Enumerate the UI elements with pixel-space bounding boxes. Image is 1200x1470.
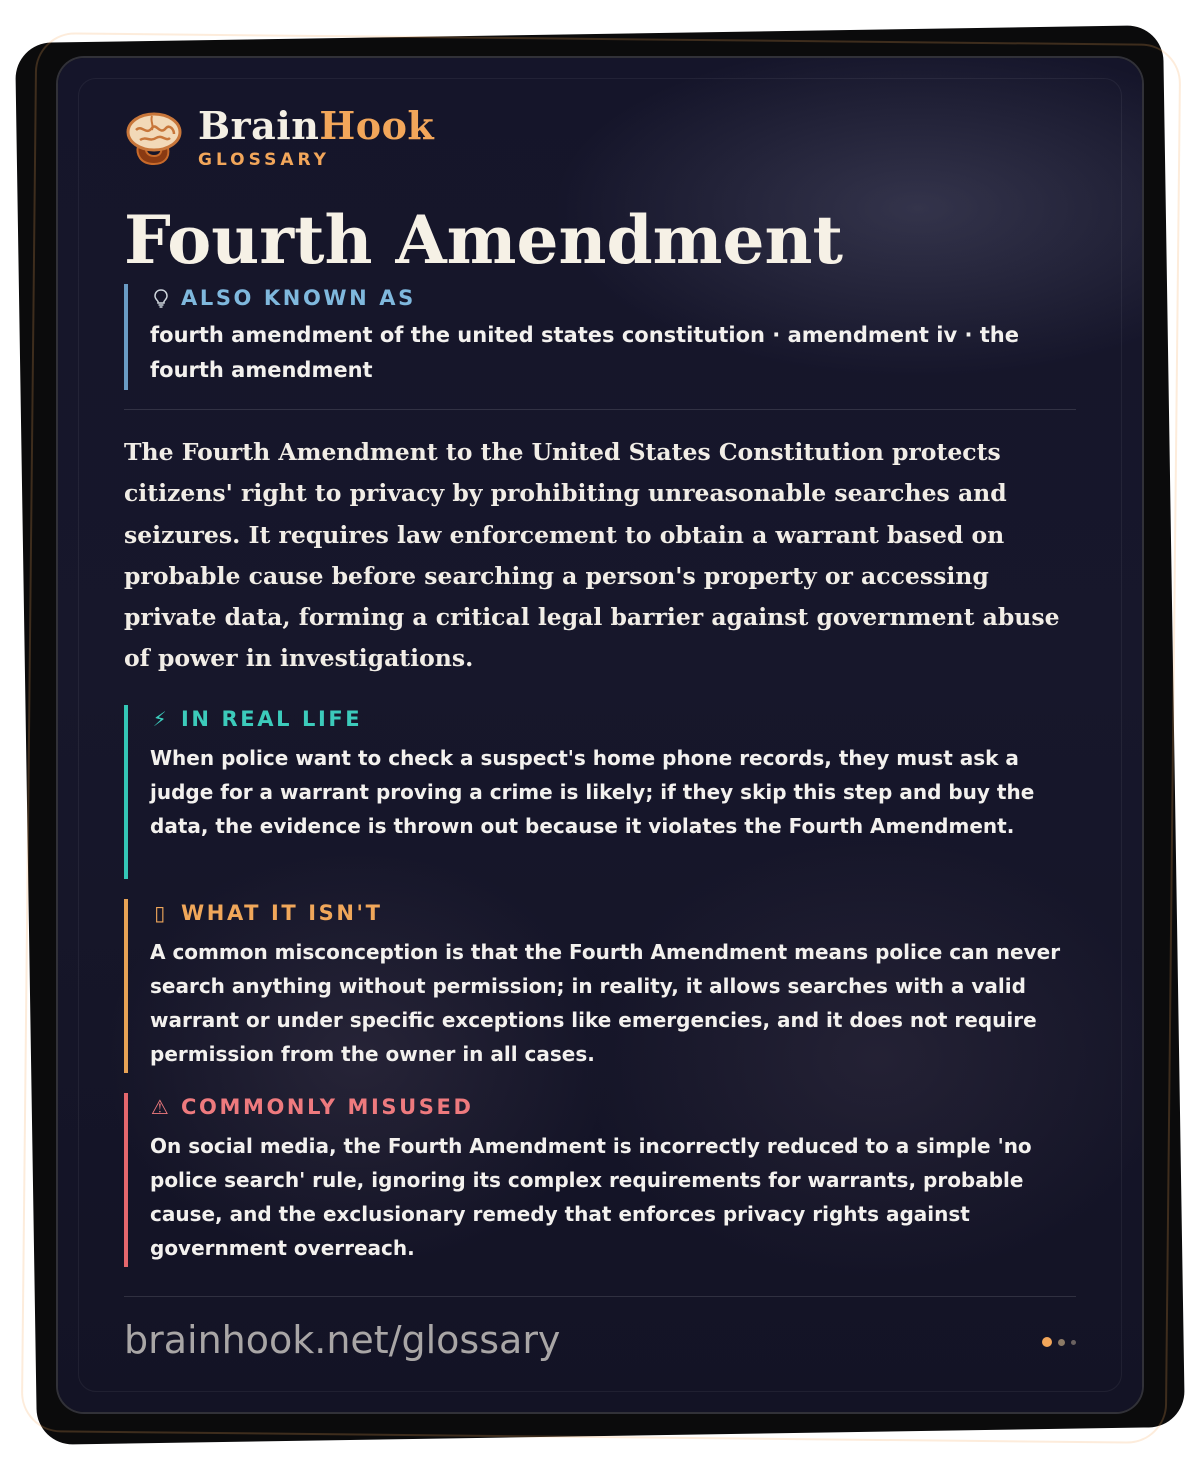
warning-icon: ⚠: [150, 1095, 172, 1119]
pagination-dots-icon: [1036, 1337, 1076, 1347]
commonly-misused-block: [124, 1093, 1076, 1267]
brand-tagline: GLOSSARY: [198, 150, 330, 170]
glossary-card: [58, 58, 1142, 1412]
also-known-as-block: [124, 284, 1076, 390]
brain-hook-logo-icon: [124, 108, 184, 168]
what-it-isnt-heading: [150, 899, 1076, 927]
brand-name-accent: Hook: [319, 103, 435, 148]
brand-name-primary: Brain: [198, 103, 320, 148]
pagination-dot: [1071, 1340, 1076, 1345]
term-title: Fourth Amendment: [124, 201, 843, 279]
in-real-life-heading: [150, 705, 1076, 733]
commonly-misused-text: On social media, the Fourth Amendment is incorrectly reduced to a simple 'no police search' rule, ignoring its complex requirements for warrants, probable cause, and the exclusionary remedy that enforces privacy rights against government overreach.: [150, 1134, 1032, 1260]
what-it-isnt-text: A common misconception is that the Fourth Amendment means police can never search anything without permission; in reality, it allows searches with a valid warrant or under specific exceptions like emergencies, and it does not require permission from the owner in all cases.: [150, 940, 1061, 1066]
also-known-as-heading: [150, 284, 1076, 312]
footer-url[interactable]: brainhook.net/glossary: [124, 1318, 561, 1362]
pagination-dot-active: [1042, 1337, 1052, 1347]
also-known-as-label: ALSO KNOWN AS: [181, 286, 416, 310]
divider: [124, 409, 1076, 410]
brand-name: [198, 104, 434, 148]
footer-divider: [124, 1296, 1076, 1297]
term-definition: The Fourth Amendment to the United States Constitution protects citizens' right to privacy by prohibiting unreasonable searches and seizures. It requires law enforcement to obtain a warrant based on probable cause before searching a person's property or accessing private data, forming a critical legal barrier against government abuse of power in investigations.: [124, 438, 1060, 673]
no-sign-icon: ▯: [154, 901, 168, 925]
what-it-isnt-block: [124, 899, 1076, 1073]
lightning-icon: ⚡: [152, 707, 170, 731]
lightbulb-icon: [150, 287, 172, 309]
also-known-as-text: fourth amendment of the united states constitution · amendment iv · the fourth amendment: [150, 323, 1019, 382]
in-real-life-block: [124, 705, 1076, 879]
in-real-life-label: IN REAL LIFE: [181, 707, 363, 731]
brand-header: [124, 104, 524, 174]
commonly-misused-heading: [150, 1093, 1076, 1121]
commonly-misused-label: COMMONLY MISUSED: [181, 1095, 474, 1119]
in-real-life-text: When police want to check a suspect's home phone records, they must ask a judge for a warrant proving a crime is likely; if they skip this step and buy the data, the evidence is thrown out because it violates the Fourth Amendment.: [150, 746, 1035, 838]
what-it-isnt-label: WHAT IT ISN'T: [181, 901, 383, 925]
pagination-dot: [1058, 1339, 1065, 1346]
